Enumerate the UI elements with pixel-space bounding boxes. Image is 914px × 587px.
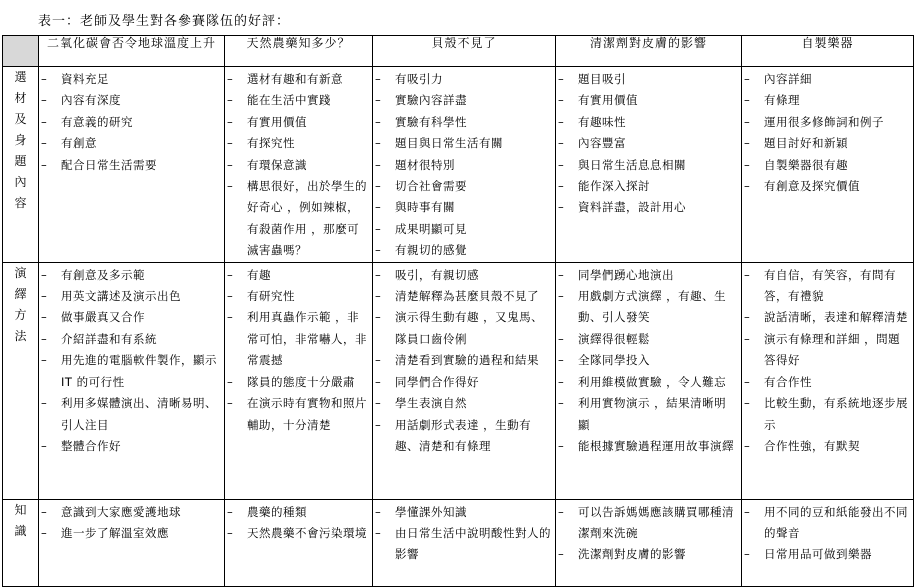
list-item: – 比較生動，有系統地逐步展示 [742,393,909,436]
list-item: – 吸引，有親切感 [373,265,551,286]
comment-list [225,263,372,436]
list-item: – 學懂課外知識 [373,502,551,523]
row-label-char: 知 [14,502,27,517]
header-co2: 二氧化碳會否令地球溫度上升 [39,36,225,67]
table-caption: 表一：老師及學生對各參賽隊伍的好評： [38,14,291,29]
list-item: – 實驗內容詳盡 [373,90,551,111]
row-label-char: 及 [14,112,27,126]
list-item: – 有趣 [225,265,368,286]
comment-list [225,67,372,262]
table-cell [556,67,742,263]
table-cell [742,499,914,586]
table-cell [373,67,556,263]
comment-list [556,67,741,219]
list-item: – 隊員的態度十分嚴肅 [225,372,368,393]
list-item: – 演示得生動有趣 ，又鬼馬、隊員口齒伶俐 [373,307,551,350]
row-label-char: 選 [14,70,27,84]
list-item: – 用英文講述及演示出色 [39,286,220,307]
list-item: – 同學們踴心地演出 [556,265,737,286]
row-label-char: 題 [14,154,27,168]
list-item: – 有親切的感覺 [373,240,551,261]
list-item: – 用戲劇方式演繹 ，有趣、生動、引人發笑 [556,286,737,329]
list-item: – 有趣味性 [556,112,737,133]
comment-list [742,263,913,458]
list-item: – 利用多媒體演出、清晰易明、引人注目 [39,393,220,436]
comment-list [39,67,224,176]
list-item: – 有合作性 [742,372,909,393]
comment-list [39,263,224,458]
table-cell [225,262,373,499]
table-cell [556,499,742,586]
table-row [3,67,914,263]
row-label [3,499,39,586]
list-item: – 清楚解釋為甚麼貝殼不見了 [373,286,551,307]
row-label-char: 演 [14,265,27,280]
list-item: – 農藥的種類 [225,502,368,523]
list-item: – 演示有條理和詳細 ，問題答得好 [742,329,909,372]
row-label-char: 法 [14,328,27,343]
list-item: – 利用真蟲作示範 ，非常可怕，非常嚇人，非常震撼 [225,307,368,371]
table-row [3,262,914,499]
list-item: – 有創意及探究價值 [742,176,909,197]
list-item: – 題目討好和新穎 [742,133,909,154]
list-item: – 能在生活中實踐 [225,90,368,111]
list-item: – 全隊同學投入 [556,350,737,371]
table-cell [225,67,373,263]
list-item: – 資料充足 [39,69,220,90]
list-item: – 與日常生活息息相關 [556,155,737,176]
list-item: – 利用實物演示 ，結果清晰明顯 [556,393,737,436]
header-instruments: 自製樂器 [742,36,914,67]
table-row [3,499,914,586]
list-item: – 用先進的電腦軟件製作，顯示 IT 的可行性 [39,350,220,393]
list-item: – 合作性強，有默契 [742,436,909,457]
comment-list [556,263,741,458]
table-cell [225,499,373,586]
list-item: – 題目吸引 [556,69,737,90]
list-item: – 有環保意識 [225,155,368,176]
header-detergent: 清潔劑對皮膚的影響 [556,36,742,67]
list-item: – 有意義的研究 [39,112,220,133]
list-item: – 進一步了解溫室效應 [39,523,220,544]
evaluation-table [2,35,914,587]
list-item: – 能根據實驗過程運用故事演繹 [556,436,737,457]
comment-list [742,500,913,566]
table-cell [556,262,742,499]
row-label-char: 識 [14,523,27,538]
list-item: – 構思很好，出於學生的好奇心 ，例如辣椒，有殺菌作用 ，那麼可滅害蟲嗎？ [225,176,368,262]
list-item: – 成果明顯可見 [373,219,551,240]
list-item: – 有自信，有笑容，有問有答，有禮貌 [742,265,909,308]
list-item: – 天然農藥不會污染環境 [225,523,368,544]
header-shells: 貝殼不見了 [373,36,556,67]
comment-list [225,500,372,545]
table-cell [39,262,225,499]
comment-list [742,67,913,197]
header-row [3,36,914,67]
list-item: – 能作深入探討 [556,176,737,197]
row-label-char: 材 [14,91,27,105]
header-pesticide: 天然農藥知多少？ [225,36,373,67]
list-item: – 做事嚴真又合作 [39,307,220,328]
table-cell [373,499,556,586]
list-item: – 內容有深度 [39,90,220,111]
list-item: – 洗潔劑對皮膚的影響 [556,544,737,565]
row-label-char: 容 [14,196,27,210]
list-item: – 介紹詳盡和有系統 [39,329,220,350]
list-item: – 清楚看到實驗的過程和結果 [373,350,551,371]
row-label [3,67,39,263]
list-item: – 資料詳盡，設計用心 [556,197,737,218]
list-item: – 有條理 [742,90,909,111]
list-item: – 題材很特別 [373,155,551,176]
list-item: – 與時事有關 [373,197,551,218]
list-item: – 在演示時有實物和照片輔助，十分清楚 [225,393,368,436]
comment-list [373,263,555,458]
list-item: – 有研究性 [225,286,368,307]
list-item: – 配合日常生活需要 [39,155,220,176]
list-item: – 可以告訴媽媽應該購買哪種清潔劑來洗碗 [556,502,737,545]
comment-list [556,500,741,566]
row-label-char: 內 [14,175,27,189]
list-item: – 內容詳細 [742,69,909,90]
list-item: – 有創意及多示範 [39,265,220,286]
list-item: – 學生表演自然 [373,393,551,414]
list-item: – 意識到大家應愛護地球 [39,502,220,523]
list-item: – 有吸引力 [373,69,551,90]
row-label-char: 繹 [14,286,27,301]
table-cell [742,67,914,263]
list-item: – 整體合作好 [39,436,220,457]
list-item: – 說話清晰，表達和解釋清楚 [742,307,909,328]
list-item: – 題目與日常生活有關 [373,133,551,154]
corner-cell [3,36,39,67]
list-item: – 內容豐富 [556,133,737,154]
comment-list [373,500,555,566]
list-item: – 演繹得很輕鬆 [556,329,737,350]
table-cell [39,499,225,586]
comment-list [373,67,555,262]
table-cell [39,67,225,263]
table-cell [742,262,914,499]
list-item: – 有實用價值 [225,112,368,133]
list-item: – 有實用價值 [556,90,737,111]
row-label-char: 方 [14,307,27,322]
list-item: – 有創意 [39,133,220,154]
list-item: – 選材有趣和有新意 [225,69,368,90]
list-item: – 切合社會需要 [373,176,551,197]
list-item: – 用不同的豆和紙能發出不同的聲音 [742,502,909,545]
list-item: – 用話劇形式表達 ，生動有趣、清楚和有條理 [373,415,551,458]
list-item: – 運用很多修飾詞和例子 [742,112,909,133]
row-label [3,262,39,499]
comment-list [39,500,224,545]
list-item: – 同學們合作得好 [373,372,551,393]
list-item: – 日常用品可做到樂器 [742,544,909,565]
list-item: – 自製樂器很有趣 [742,155,909,176]
row-label-char: 身 [14,133,27,147]
list-item: – 實驗有科學性 [373,112,551,133]
table-cell [373,262,556,499]
list-item: – 有探究性 [225,133,368,154]
list-item: – 利用維模做實驗 ，令人難忘 [556,372,737,393]
list-item: – 由日常生活中說明酸性對人的影響 [373,523,551,566]
